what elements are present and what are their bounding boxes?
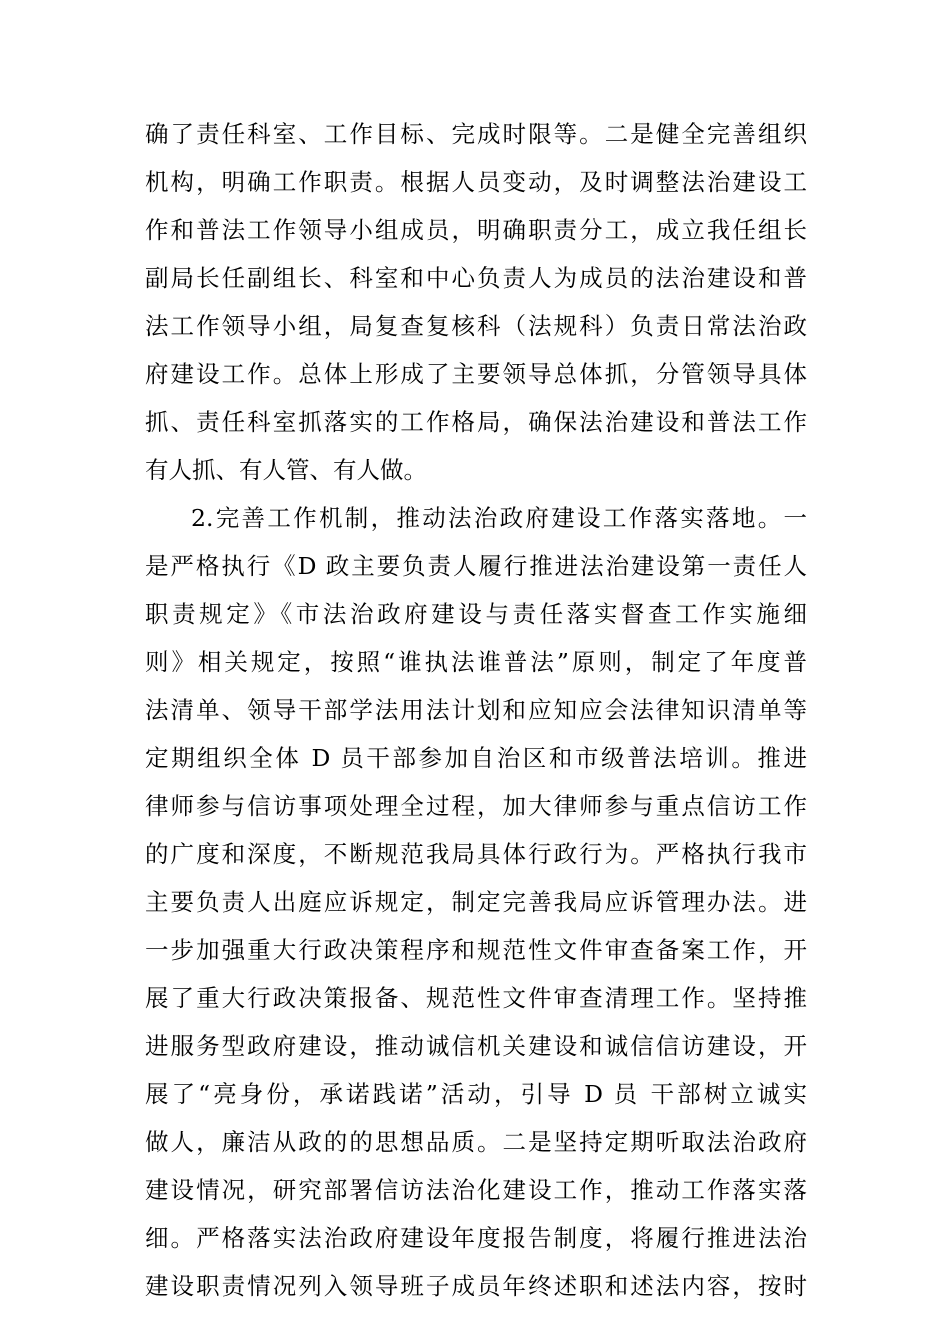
text-line: 展了重大行政决策报备、规范性文件审查清理工作。坚持推 (145, 984, 807, 1012)
text-line: 做人，廉洁从政的的思想品质。二是坚持定期听取法治政府 (145, 1128, 807, 1156)
text-line: 有人抓、有人管、有人做。 (145, 456, 427, 484)
text-line: 的广度和深度，不断规范我局具体行政行为。严格执行我市 (145, 840, 807, 868)
document-body (145, 110, 807, 1310)
text-line: 是严格执行《D 政主要负责人履行推进法治建设第一责任人 (145, 552, 807, 580)
text-line: 法工作领导小组，局复查复核科（法规科）负责日常法治政 (145, 312, 807, 340)
text-line: 府建设工作。总体上形成了主要领导总体抓，分管领导具体 (145, 360, 807, 388)
text-line: 建设情况，研究部署信访法治化建设工作，推动工作落实落 (145, 1176, 807, 1204)
text-line: 展了“亮身份，承诺践诺”活动，引导 D 员 干部树立诚实 (145, 1080, 807, 1108)
text-line: 法清单、领导干部学法用法计划和应知应会法律知识清单等 (145, 696, 807, 724)
text-line: 机构，明确工作职责。根据人员变动，及时调整法治建设工 (145, 168, 807, 196)
text-line: 律师参与信访事项处理全过程，加大律师参与重点信访工作 (145, 792, 807, 820)
text-line: 作和普法工作领导小组成员，明确职责分工，成立我任组长 (145, 216, 807, 244)
text-line: 定期组织全体 D 员干部参加自治区和市级普法培训。推进 (145, 744, 807, 772)
text-line: 进服务型政府建设，推动诚信机关建设和诚信信访建设，开 (145, 1032, 807, 1060)
text-line: 一步加强重大行政决策程序和规范性文件审查备案工作，开 (145, 936, 807, 964)
text-line: 职责规定》《市法治政府建设与责任落实督查工作实施细 (145, 600, 807, 628)
paragraph-heading-line: 2.完善工作机制，推动法治政府建设工作落实落地。一 (191, 504, 807, 532)
text-line: 抓、责任科室抓落实的工作格局，确保法治建设和普法工作 (145, 408, 807, 436)
text-line: 建设职责情况列入领导班子成员年终述职和述法内容，按时 (145, 1272, 807, 1300)
paragraph-work-mechanism (145, 494, 807, 1310)
text-line: 确了责任科室、工作目标、完成时限等。二是健全完善组织 (145, 120, 807, 148)
text-line: 副局长任副组长、科室和中心负责人为成员的法治建设和普 (145, 264, 807, 292)
text-line: 细。严格落实法治政府建设年度报告制度，将履行推进法治 (145, 1224, 807, 1252)
text-line: 则》相关规定，按照“谁执法谁普法”原则，制定了年度普 (145, 648, 807, 676)
text-line: 主要负责人出庭应诉规定，制定完善我局应诉管理办法。进 (145, 888, 807, 916)
paragraph-responsibility (145, 110, 807, 494)
